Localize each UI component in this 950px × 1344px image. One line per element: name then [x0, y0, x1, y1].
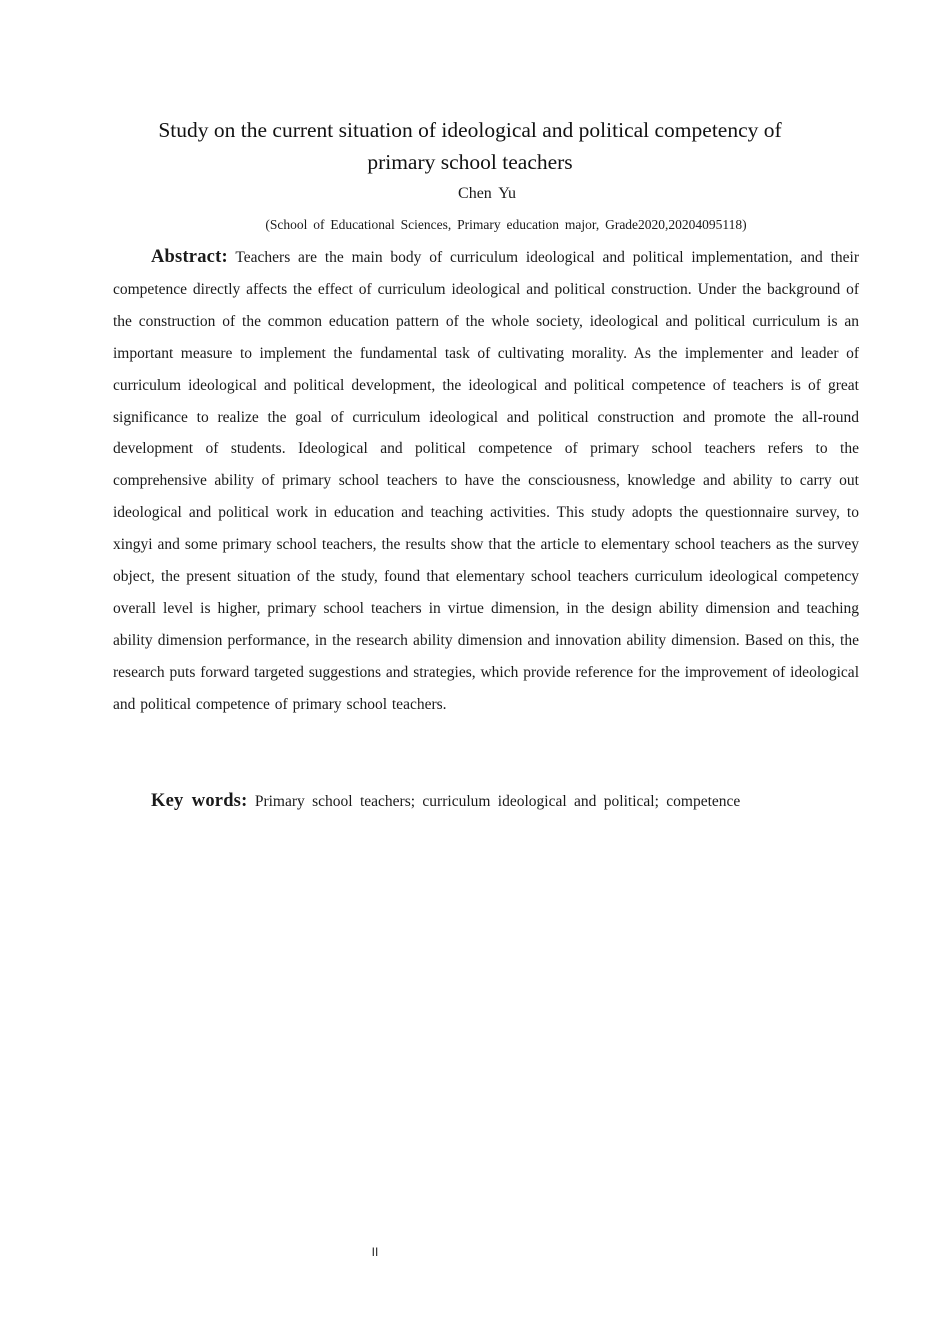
abstract-text: Teachers are the main body of curriculum ideological and political implementation, and their competence directly affects the effect of curriculum ideological and political construction. Under the background of the construction of the common education pattern of the whole society, ideological and political curriculum is an important measure to implement the fundamental task of cultivating morality. As the implementer and leader of curriculum ideological and political development, the ideological and political competence of teachers is of great significance to realize the goal of curriculum ideological and political construction and promote the all-round development of students. Ideological and political competence of primary school teachers refers to the comprehensive ability of primary school teachers to have the consciousness, knowledge and ability to carry out ideological and political work in education and teaching activities. This study adopts the questionnaire survey, to xingyi and some primary school teachers, the results show that the article to elementary school teachers as the survey object, the present situation of the study, found that elementary school teachers curriculum ideological competency overall level is higher, primary school teachers in virtue dimension, in the design ability dimension and teaching ability dimension performance, in the research ability dimension and innovation ability dimension. Based on this, the research puts forward targeted suggestions and strategies, which provide reference for the improvement of ideological and political competence of primary school teachers.: [113, 249, 859, 713]
author-affiliation: (School of Educational Sciences, Primary education major, Grade2020,20204095118): [265, 217, 747, 232]
keywords-label: Key words:: [151, 791, 248, 811]
keywords-paragraph: [113, 786, 859, 817]
paper-title-line-1: Study on the current situation of ideological and political competency of: [158, 118, 782, 142]
author-name: Chen Yu: [458, 185, 516, 202]
page-number: II: [371, 1245, 379, 1259]
abstract-label: Abstract:: [151, 247, 228, 267]
paper-title-line-2: primary school teachers: [367, 150, 573, 174]
abstract-paragraph: [113, 242, 859, 721]
keywords-text: Primary school teachers; curriculum ideological and political; competence: [254, 793, 741, 810]
paper-title: [0, 114, 940, 178]
